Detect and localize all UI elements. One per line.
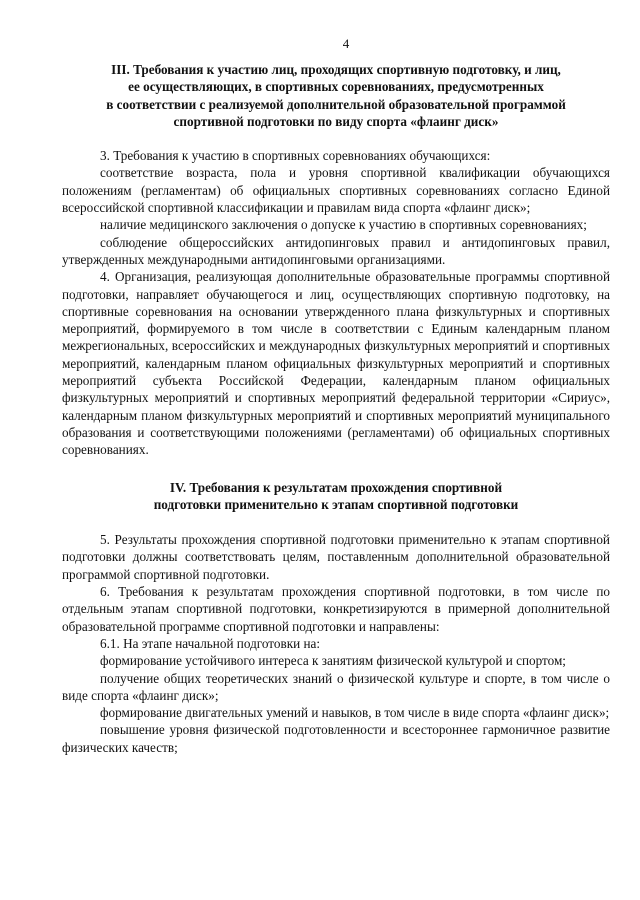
paragraph-age-qualification: соответствие возраста, пола и уровня спортивной квалификации обучающихся положениям (регламентам) об официальных спортивных соревнованиях согласно Единой всероссийской спортивной классификации и правилам вида спорта «флаинг диск»;	[62, 165, 610, 216]
section-3-heading-line: III. Требования к участию лиц, проходящих спортивную подготовку, и лиц,	[111, 62, 561, 77]
section-3-heading-line: в соответствии с реализуемой дополнительной образовательной программой	[106, 96, 566, 112]
paragraph-physical-fitness: повышение уровня физической подготовленности и всестороннее гармоничное развитие физических качеств;	[62, 722, 610, 755]
section-3-heading	[62, 61, 610, 130]
paragraph-theory-knowledge: получение общих теоретических знаний о физической культуре и спорте, в том числе о виде спорта «флаинг диск»;	[62, 670, 610, 703]
paragraph-medical-certificate: наличие медицинского заключения о допуске к участию в спортивных соревнованиях;	[100, 217, 587, 233]
section-4-heading-line: подготовки применительно к этапам спортивной подготовки	[153, 496, 519, 512]
section-3-heading-line: спортивной подготовки по виду спорта «флаинг диск»	[173, 113, 499, 129]
section-4-heading	[62, 479, 610, 514]
paragraph-5: 5. Результаты прохождения спортивной подготовки применительно к этапам спортивной подготовки должны соответствовать целям, поставленным дополнительной образовательной программой спортивной подготовки.	[62, 532, 610, 582]
paragraph-4: 4. Организация, реализующая дополнительные образовательные программы спортивной подготовки, направляет обучающегося и лиц, осуществляющих спортивную подготовку, на спортивные соревнования на основании утвержденного плана физкультурных и спортивных мероприятий, формируемого в том числе в соответствии с Единым календарным планом межрегиональных, всероссийских и международных физкультурных мероприятий и спортивных мероприятий, календарным планом официальных физкультурных мероприятий и спортивных мероприятий субъекта Российской Федерации, календарным планом официальных физкультурных мероприятий и спортивных мероприятий федеральной территории «Сириус», календарным планом физкультурных мероприятий и спортивных мероприятий муниципального образования и соответствующими положениями (регламентами) об официальных спортивных соревнованиях.	[62, 269, 610, 458]
paragraph-6-1: 6.1. На этапе начальной подготовки на:	[100, 635, 321, 651]
section-4-heading-line: IV. Требования к результатам прохождения спортивной	[169, 479, 503, 495]
paragraph-antidoping: соблюдение общероссийских антидопинговых правил и антидопинговых правил, утвержденных международными антидопинговыми организациями.	[62, 234, 610, 267]
section-3-heading-line: ее осуществляющих, в спортивных соревнованиях, предусмотренных	[128, 79, 544, 95]
paragraph-3: 3. Требования к участию в спортивных соревнованиях обучающихся:	[100, 148, 491, 164]
paragraph-6: 6. Требования к результатам прохождения спортивной подготовки, в том числе по отдельным этапам спортивной подготовки, конкретизируются в примерной дополнительной образовательной программе спортивной подготовки и направлены:	[62, 584, 610, 634]
page-number: 4	[342, 36, 350, 51]
paragraph-interest: формирование устойчивого интереса к занятиям физической культурой и спортом;	[100, 653, 566, 669]
paragraph-motor-skills: формирование двигательных умений и навыков, в том числе в виде спорта «флаинг диск»;	[100, 705, 610, 721]
